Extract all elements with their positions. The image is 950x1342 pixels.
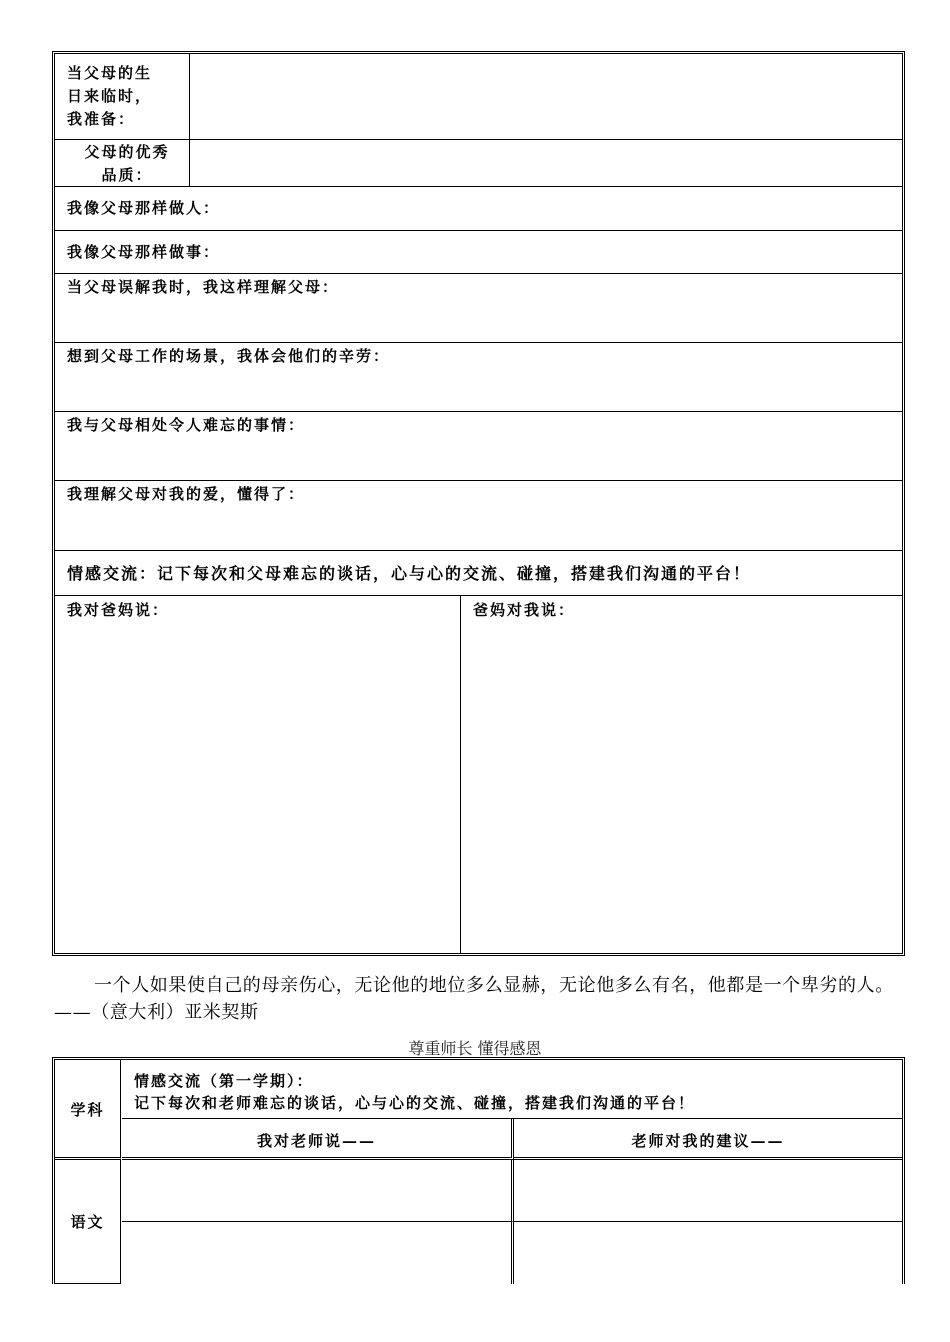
memorable-label: 我与父母相处令人难忘的事情： — [67, 416, 306, 434]
memorable-row[interactable] — [55, 412, 902, 481]
to-teacher-cell[interactable] — [122, 1222, 514, 1284]
birthday-label-line: 日来临时， — [67, 87, 153, 105]
parents-say-label: 爸妈对我说： — [473, 601, 576, 619]
quote-text: 一个人如果使自己的母亲伤心，无论他的地位多么显赫，无论他多么有名，他都是一个卑劣的人。——（意大利）亚米契斯 — [54, 975, 894, 1023]
hardship-row[interactable] — [55, 343, 902, 412]
dialogue-row — [55, 596, 902, 953]
parents-table — [52, 51, 905, 956]
subject-chinese-cell — [55, 1160, 121, 1284]
to-teacher-cell[interactable] — [122, 1160, 514, 1222]
subject-header: 学科 — [70, 1101, 105, 1119]
misunderstand-label: 当父母误解我时，我这样理解父母： — [67, 278, 340, 296]
teacher-communication-header — [122, 1060, 902, 1119]
misunderstand-row[interactable] — [55, 274, 902, 343]
teacher-table — [52, 1057, 905, 1284]
work-label: 我像父母那样做事： — [67, 243, 221, 261]
to-teacher-header: 我对老师说—— — [256, 1132, 376, 1150]
hardship-label: 想到父母工作的场景，我体会他们的辛劳： — [67, 347, 391, 365]
communication-row — [55, 551, 902, 596]
qualities-label-line: 父母的优秀 — [84, 143, 170, 161]
to-teacher-header-cell — [122, 1119, 514, 1160]
subject-chinese: 语文 — [70, 1213, 105, 1231]
teacher-communication-desc: 记下每次和老师难忘的谈话，心与心的交流、碰撞，搭建我们沟通的平台！ — [134, 1094, 696, 1112]
behave-row[interactable] — [55, 187, 902, 231]
section-title: 尊重师长 懂得感恩 — [408, 1039, 542, 1058]
qualities-label-line: 品质： — [101, 166, 153, 184]
qualities-answer-area[interactable] — [190, 140, 902, 186]
behave-label: 我像父母那样做人： — [67, 199, 221, 217]
teacher-advice-cell[interactable] — [514, 1222, 902, 1284]
teacher-advice-cell[interactable] — [514, 1160, 902, 1222]
birthday-row — [55, 54, 902, 140]
teacher-advice-header-cell — [514, 1119, 902, 1160]
birthday-label-line: 当父母的生 — [67, 64, 153, 82]
communication-label: 情感交流：记下每次和父母难忘的谈话，心与心的交流、碰撞，搭建我们沟通的平台！ — [67, 564, 752, 583]
parents-say-area[interactable] — [461, 596, 902, 953]
teacher-communication-title: 情感交流（第一学期）： — [134, 1072, 314, 1090]
understand-love-row[interactable] — [55, 481, 902, 551]
birthday-label — [67, 62, 187, 131]
birthday-label-line: 我准备： — [67, 110, 136, 128]
work-row[interactable] — [55, 231, 902, 274]
qualities-row — [55, 140, 902, 187]
birthday-answer-area[interactable] — [190, 54, 902, 139]
subject-header-cell — [55, 1060, 121, 1160]
teacher-advice-header: 老师对我的建议—— — [631, 1132, 785, 1150]
to-parents-area[interactable] — [55, 596, 460, 953]
qualities-label — [67, 141, 187, 187]
to-parents-label: 我对爸妈说： — [67, 601, 170, 619]
understand-love-label: 我理解父母对我的爱，懂得了： — [67, 485, 306, 503]
